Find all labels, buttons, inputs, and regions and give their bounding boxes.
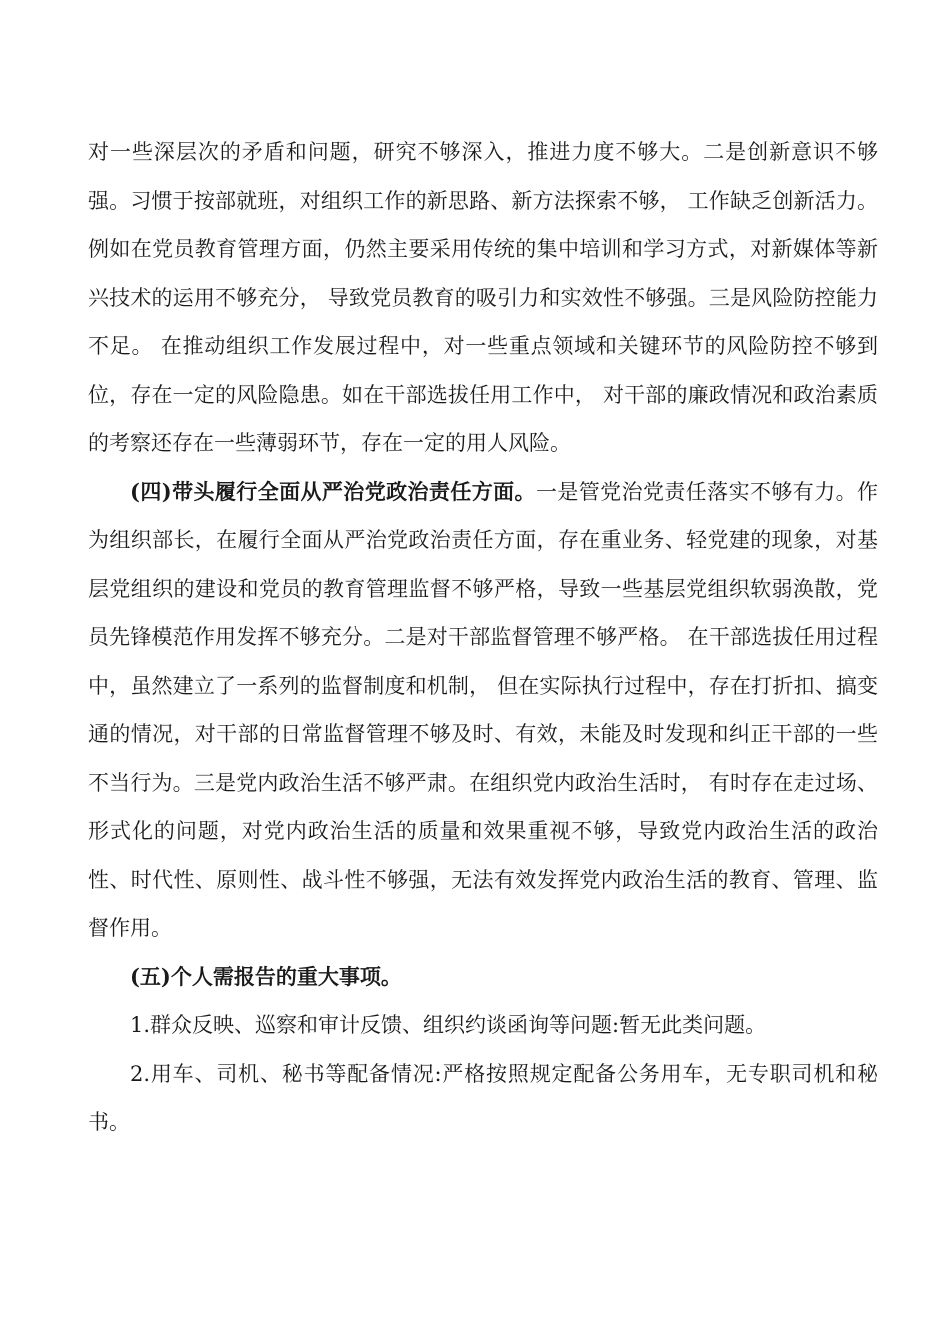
paragraph-text: 对一些深层次的矛盾和问题，研究不够深入，推进力度不够大。二是创新意识不够强。习惯于按部就班，对组织工作的新思路、新方法探索不够， 工作缺乏创新活力。例如在党员教育管理方面，仍然主要采用传统的集中培训和学习方式，对新媒体等新兴技术的运用不够充分， 导致党员教育的吸引力和实效性不够强。三是风险防控能力不足。 在推动组织工作发展过程中，对一些重点领域和关键环节的风险防控不够到位，存在一定的风险隐患。如在干部选拔任用工作中， 对干部的廉政情况和政治素质的考察还存在一些薄弱环节，存在一定的用人风险。 — [88, 140, 878, 455]
paragraph-continuation — [88, 128, 878, 468]
list-item-two — [88, 1050, 878, 1147]
paragraph-section-five — [88, 953, 878, 1002]
paragraph-text: 一是管党治党责任落实不够有力。作为组织部长，在履行全面从严治党政治责任方面，存在重业务、轻党建的现象，对基层党组织的建设和党员的教育管理监督不够严格，导致一些基层党组织软弱涣散，党员先锋模范作用发挥不够充分。二是对干部监督管理不够严格。 在干部选拔任用过程中，虽然建立了一系列的监督制度和机制， 但在实际执行过程中，存在打折扣、搞变通的情况，对干部的日常监督管理不够及时、有效，未能及时发现和纠正干部的一些不当行为。三是党内政治生活不够严肃。在组织党内政治生活时， 有时存在走过场、形式化的问题，对党内政治生活的质量和效果重视不够，导致党内政治生活的政治性、时代性、原则性、战斗性不够强，无法有效发挥党内政治生活的教育、管理、监督作用。 — [88, 479, 879, 940]
section-heading-five: (五)个人需报告的重大事项。 — [130, 963, 402, 989]
document-page — [88, 128, 878, 1147]
list-item-text: 1.群众反映、巡察和审计反馈、组织约谈函询等问题:暂无此类问题。 — [130, 1013, 767, 1037]
list-item-text: 2.用车、司机、秘书等配备情况:严格按照规定配备公务用车，无专职司机和秘书。 — [88, 1061, 878, 1134]
list-item-one — [88, 1001, 878, 1050]
paragraph-section-four — [88, 468, 878, 953]
section-heading-four: (四)带头履行全面从严治党政治责任方面。 — [130, 478, 536, 504]
